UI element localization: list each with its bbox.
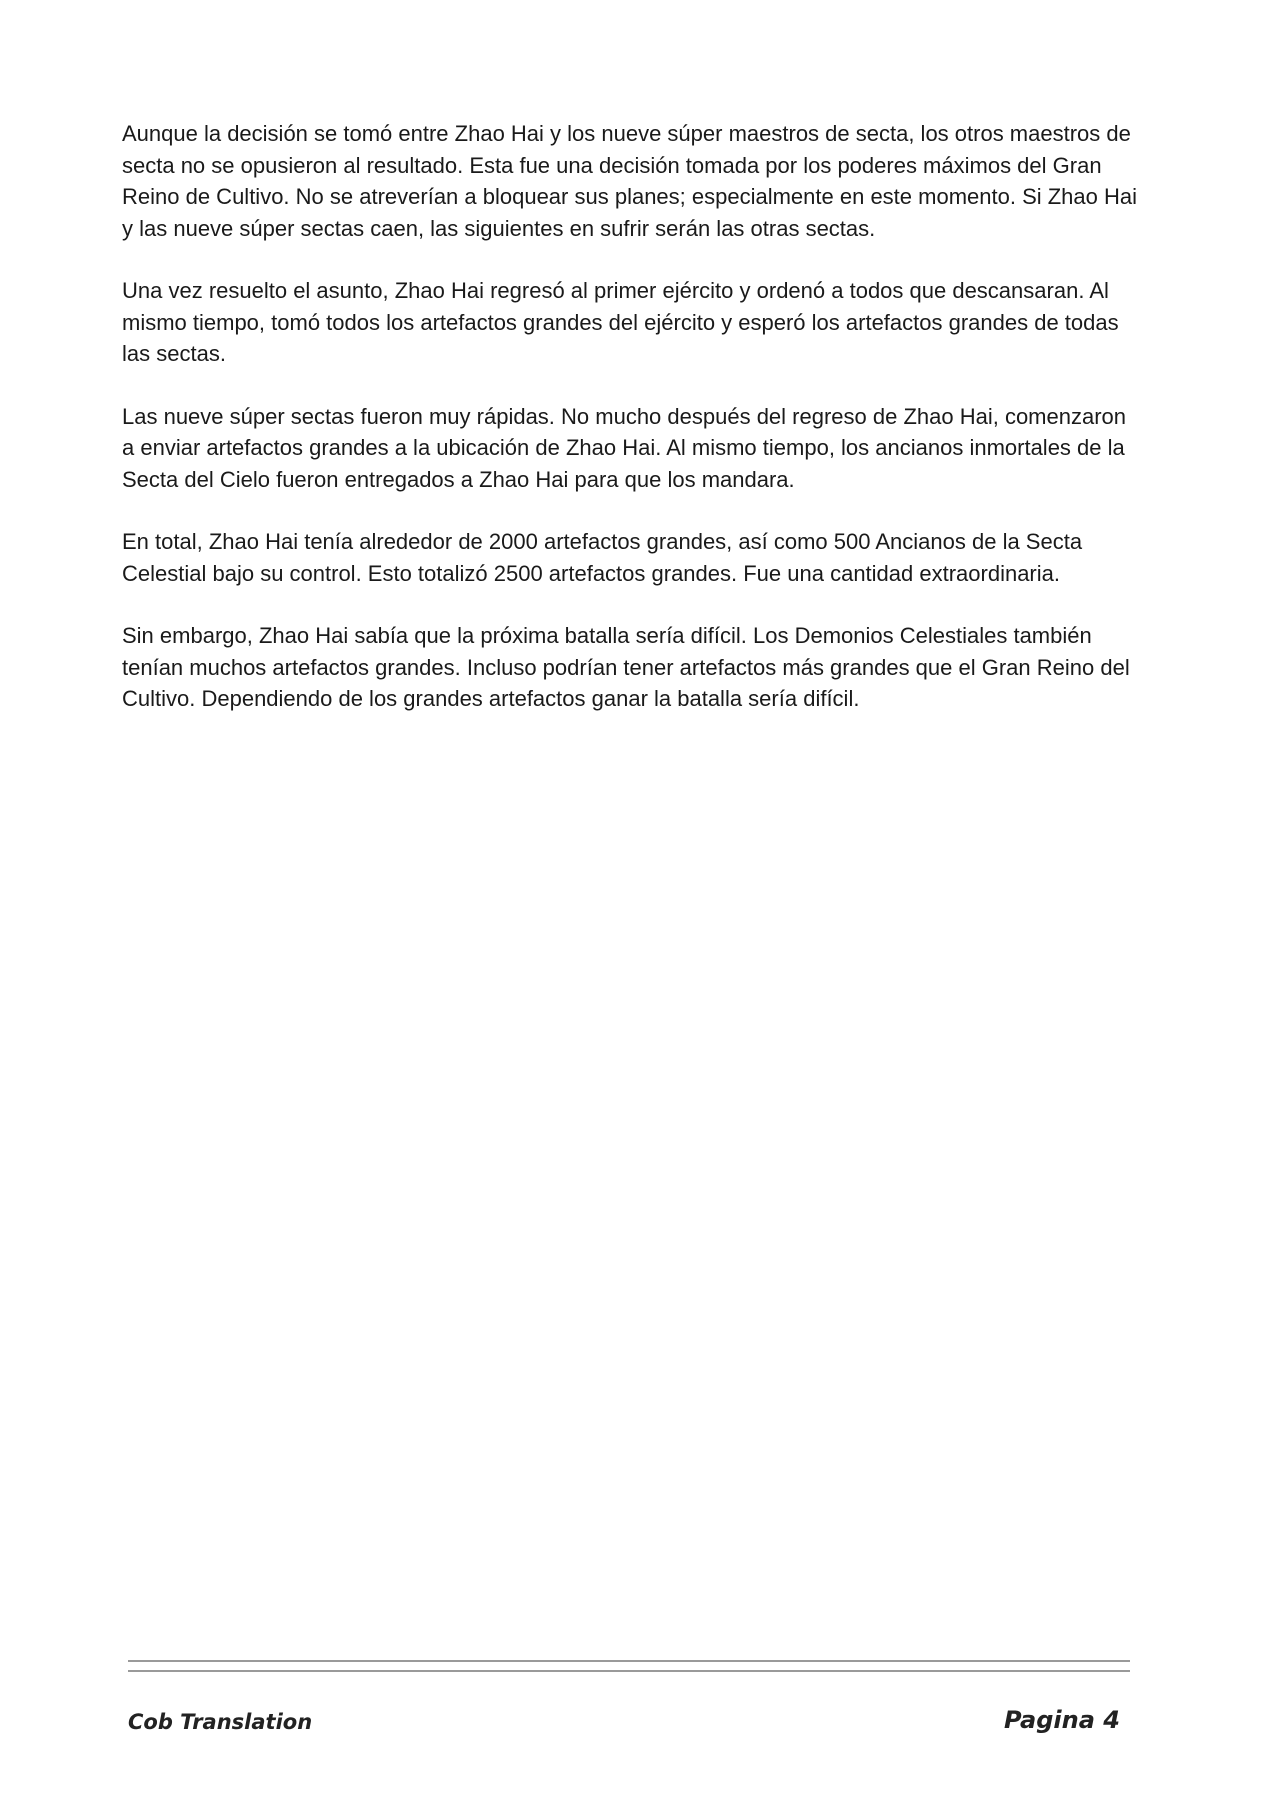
footer-divider-top bbox=[128, 1660, 1130, 1662]
footer-divider-bottom bbox=[128, 1670, 1130, 1672]
paragraph-4: En total, Zhao Hai tenía alrededor de 2000 artefactos grandes, así como 500 Ancianos de la Secta Celestial bajo su control. Esto totalizó 2500 artefactos grandes. Fue una cantidad extraordinaria. bbox=[122, 529, 1083, 586]
footer-page-number: Pagina 4 bbox=[1004, 1706, 1120, 1734]
footer-translator-credit: Cob Translation bbox=[128, 1710, 313, 1734]
paragraph-3: Las nueve súper sectas fueron muy rápidas. No mucho después del regreso de Zhao Hai, comenzaron a enviar artefactos grandes a la ubicación de Zhao Hai. Al mismo tiempo, los ancianos inmortales de la Secta del Cielo fueron entregados a Zhao Hai para que los mandara. bbox=[122, 403, 1127, 492]
body-text bbox=[122, 118, 1137, 746]
paragraph-2: Una vez resuelto el asunto, Zhao Hai regresó al primer ejército y ordenó a todos que descansaran. Al mismo tiempo, tomó todos los artefactos grandes del ejército y esperó los artefactos grandes de todas las sectas. bbox=[122, 278, 1119, 366]
paragraph-5: Sin embargo, Zhao Hai sabía que la próxima batalla sería difícil. Los Demonios Celestiales también tenían muchos artefactos grandes. Incluso podrían tener artefactos más grandes que el Gran Reino del Cultivo. Dependiendo de los grandes artefactos ganar la batalla sería difícil. bbox=[122, 623, 1130, 711]
paragraph-1: Aunque la decisión se tomó entre Zhao Hai y los nueve súper maestros de secta, los otros maestros de secta no se opusieron al resultado. Esta fue una decisión tomada por los poderes máximos del Gran Reino de Cultivo. No se atreverían a bloquear sus planes; especialmente en este momento. Si Zhao Hai y las nueve súper sectas caen, las siguientes en sufrir serán las otras sectas. bbox=[122, 121, 1138, 241]
